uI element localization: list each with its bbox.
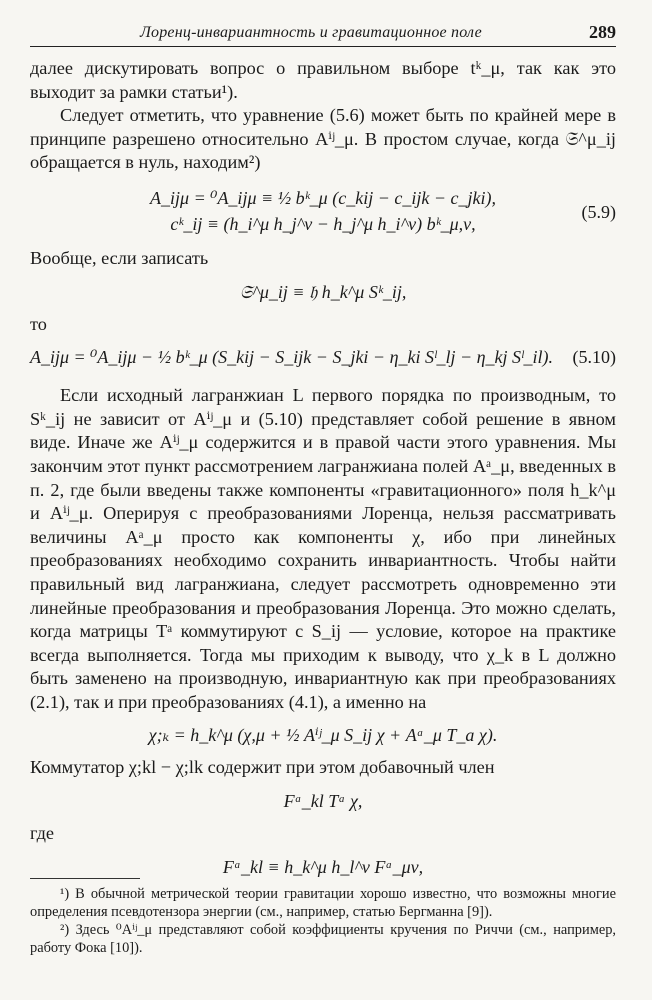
equation-number-5-9: (5.9)	[581, 201, 616, 222]
paragraph-3: Вообще, если записать	[30, 247, 209, 268]
paragraph-1: далее дискутировать вопрос о правильном выборе tᵏ_μ, так как это выходит за рамки статьи¹).	[30, 58, 616, 102]
equation-covariant-derivative: χ;ₖ = h_k^μ (χ,μ + ½ Aⁱʲ_μ S_ij χ + Aᵃ_μ T_a χ).	[148, 725, 498, 746]
page	[30, 22, 616, 888]
body-text	[30, 57, 616, 880]
equation-5-9-line-1: A_ijμ = ⁰A_ijμ ≡ ½ bᵏ_μ (c_kij − c_ijk − c_jki),	[150, 187, 496, 208]
equation-5-10	[30, 344, 616, 370]
equation-number-5-10: (5.10)	[572, 347, 616, 368]
equation-5-9	[30, 185, 616, 237]
equation-extra-term: Fᵃ_kl Tᵃ χ,	[283, 791, 363, 812]
footnote-rule	[30, 878, 140, 879]
paragraph-2: Следует отметить, что уравнение (5.6) может быть по крайней мере в принципе разрешено относительно Aⁱʲ_μ. В простом случае, когда 𝔖^μ_ij обращается в нуль, находим²)	[30, 105, 616, 173]
paragraph-4: то	[30, 313, 47, 334]
equation-5-10-body: A_ijμ = ⁰A_ijμ − ½ bᵏ_μ (S_kij − S_ijk − S_jki − η_ki Sˡ_lj − η_kj Sˡ_il).	[30, 347, 553, 368]
paragraph-6: Коммутатор χ;kl − χ;lk содержит при этом добавочный член	[30, 757, 495, 778]
footnote-1: ¹) В обычной метрической теории гравитации хорошо известно, что возможны многие определения псевдотензора энергии (см., например, статью Бергманна [9]).	[30, 886, 616, 920]
equation-field-strength: Fᵃ_kl ≡ h_k^μ h_l^ν Fᵃ_μν,	[222, 856, 424, 877]
paragraph-7: где	[30, 823, 55, 844]
page-header	[30, 22, 616, 47]
page-number: 289	[589, 22, 616, 42]
footnote-2: ²) Здесь ⁰Aⁱʲ_μ представляют собой коэффициенты кручения по Риччи (см., например, работу Фока [10]).	[30, 922, 616, 956]
footnotes	[30, 878, 616, 957]
paragraph-5: Если исходный лагранжиан L первого порядка по производным, то Sᵏ_ij не зависит от Aⁱʲ_μ и (5.10) представляет собой решение в явном виде. Иначе же Aⁱʲ_μ содержится и в правой части этого уравнения. Мы закончим этот пункт рассмотрением лагранжиана полей Aᵃ_μ, введенных в п. 2, где были введены также компоненты «гравитационного» поля h_k^μ и Aⁱʲ_μ. Оперируя с преобразованиями Лоренца, нельзя рассматривать величины Aᵃ_μ просто как компоненты χ, ибо при линейных преобразованиях необходимо сохранить инвариантность. Чтобы найти правильный вид лагранжиана, следует рассмотреть одновременно эти линейные преобразования и преобразования Лоренца. Это можно сделать, когда матрицы Tᵃ коммутируют с S_ij — условие, которое на практике всегда выполняется. Тогда мы приходим к выводу, что χ_k в L должно быть заменено на производную, инвариантную как при преобразованиях (2.1), так и при преобразованиях (4.1), а именно на	[30, 385, 616, 712]
equation-s-definition: 𝔖^μ_ij ≡ 𝔥 h_k^μ Sᵏ_ij,	[239, 281, 407, 302]
equation-5-9-line-2: cᵏ_ij ≡ (h_i^μ h_j^ν − h_j^μ h_i^ν) bᵏ_μ,ν,	[170, 213, 476, 234]
running-head: Лоренц-инвариантность и гравитационное поле	[140, 24, 482, 41]
